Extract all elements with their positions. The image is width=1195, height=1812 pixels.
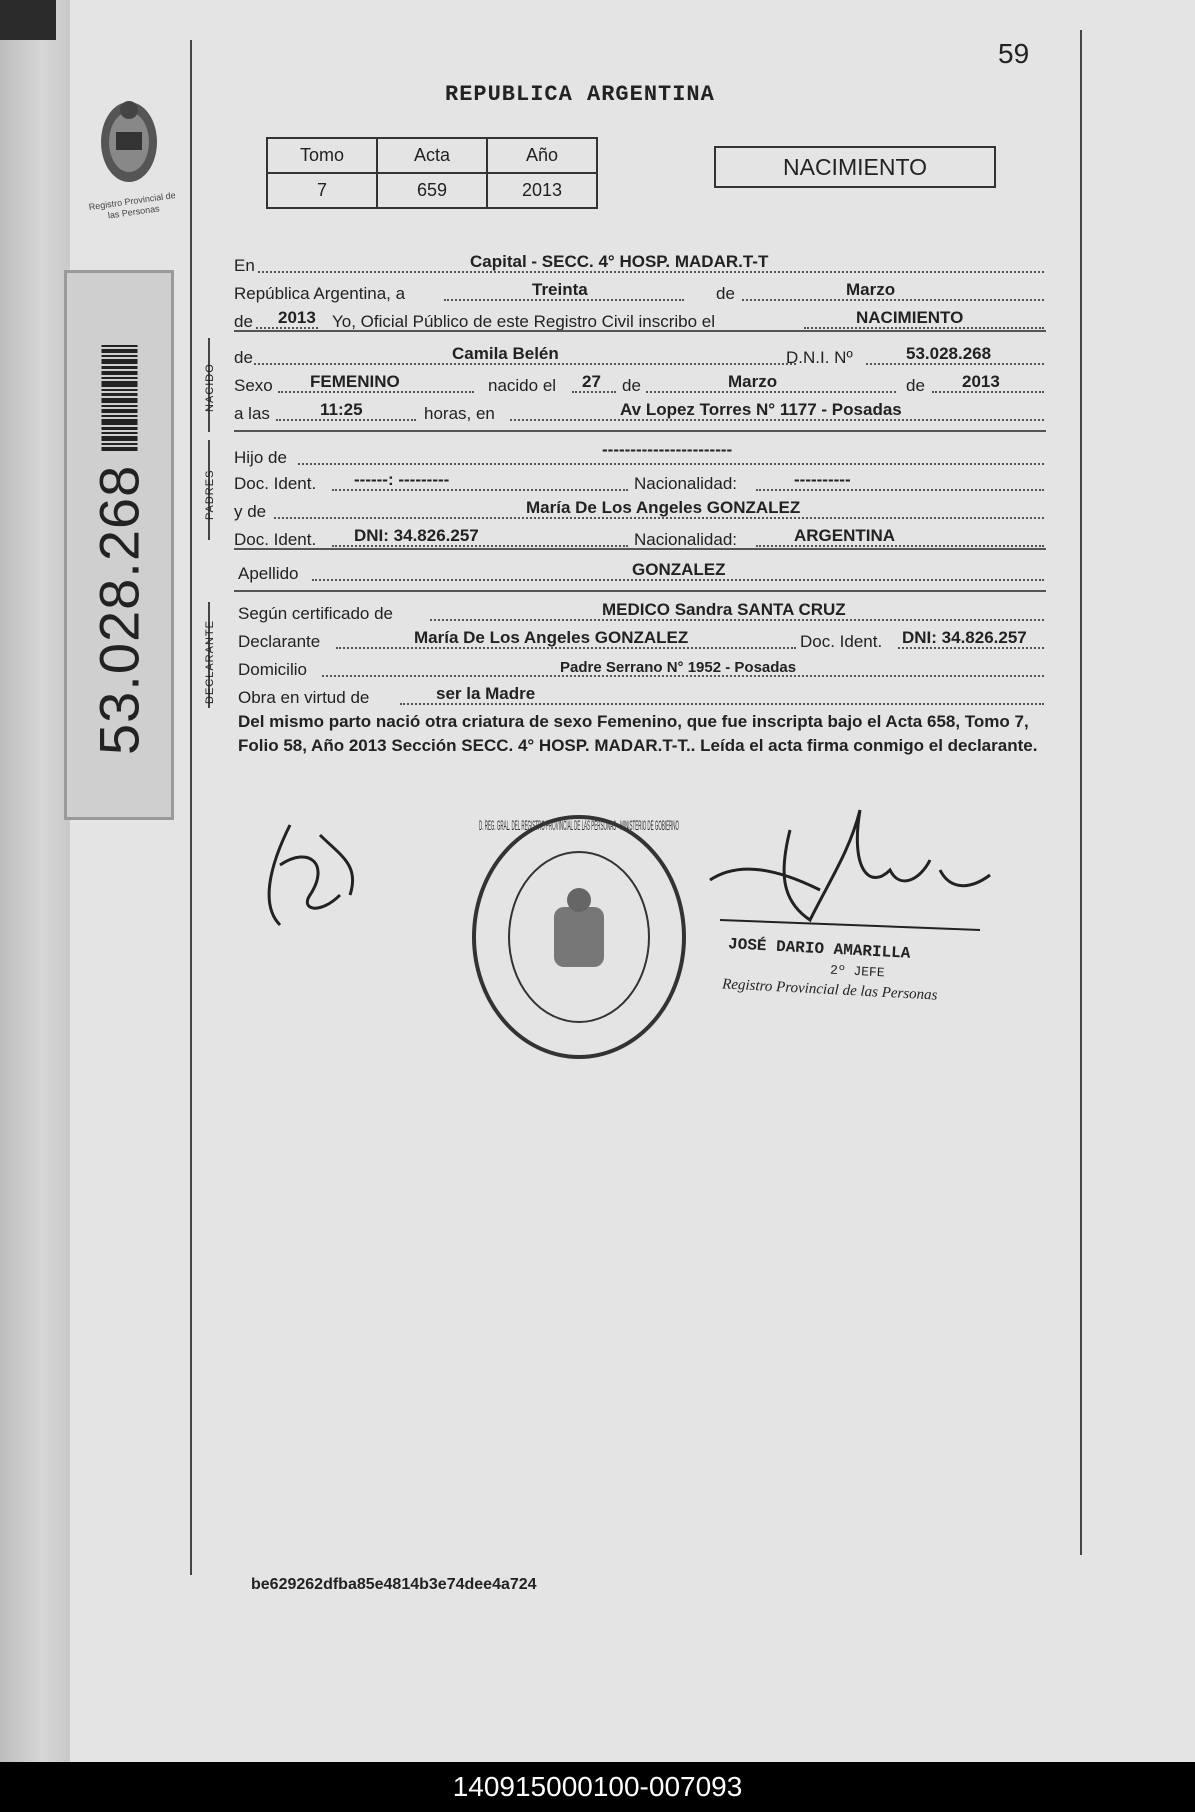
column-header-tomo: Tomo bbox=[267, 138, 377, 173]
official-stamp-icon bbox=[469, 812, 689, 1062]
cell-tomo: 7 bbox=[267, 173, 377, 208]
officer-registry: Registro Provincial de las Personas bbox=[721, 976, 938, 1004]
value-mother-doc: DNI: 34.826.257 bbox=[354, 526, 479, 545]
rule-surname-top bbox=[234, 548, 1046, 550]
section-label-declarante: DECLARANTE bbox=[204, 620, 216, 704]
row-time-place bbox=[234, 396, 1044, 424]
row-certificate bbox=[234, 596, 1044, 624]
registry-table bbox=[266, 137, 598, 209]
row-address bbox=[234, 652, 1044, 680]
label-a-las: a las bbox=[234, 404, 270, 423]
label-certificado: Según certificado de bbox=[238, 604, 393, 623]
label-en: En bbox=[234, 256, 255, 275]
page-title: REPUBLICA ARGENTINA bbox=[445, 82, 715, 107]
row-mother bbox=[234, 494, 1044, 522]
cell-anio: 2013 bbox=[487, 173, 597, 208]
column-header-anio: Año bbox=[487, 138, 597, 173]
value-father-doc: ------: --------- bbox=[354, 470, 450, 489]
row-surname bbox=[234, 556, 1044, 584]
label-declarante: Declarante bbox=[238, 632, 321, 651]
label-sexo: Sexo bbox=[234, 376, 273, 395]
frame-right-rule bbox=[1080, 30, 1082, 1555]
value-birth-year: 2013 bbox=[962, 372, 1000, 391]
row-father-doc bbox=[234, 466, 1044, 494]
document-hash: be629262dfba85e4814b3e74dee4a724 bbox=[251, 1576, 537, 1593]
row-declarant bbox=[234, 624, 1044, 652]
value-event: NACIMIENTO bbox=[856, 308, 964, 327]
value-year: 2013 bbox=[278, 308, 316, 327]
label-doc-father: Doc. Ident. bbox=[234, 474, 317, 493]
row-location bbox=[234, 248, 1044, 276]
rule-nacido-top bbox=[234, 330, 1046, 332]
label-nationality-father: Nacionalidad: bbox=[634, 474, 738, 493]
label-country-prefix: República Argentina, a bbox=[234, 284, 406, 303]
page-number: 59 bbox=[998, 38, 1030, 69]
id-number: 53.028.268 bbox=[87, 464, 151, 755]
value-certificate: MEDICO Sandra SANTA CRUZ bbox=[602, 600, 846, 619]
label-horas-en: horas, en bbox=[424, 404, 495, 423]
value-sex: FEMENINO bbox=[310, 372, 400, 391]
section-label-padres: PADRES bbox=[204, 469, 216, 520]
footer-id-bar: 140915000100-007093 bbox=[0, 1762, 1195, 1812]
registry-label: Registro Provincial de las Personas bbox=[88, 190, 177, 221]
label-dni: D.N.I. Nº bbox=[786, 348, 853, 367]
value-birth-month: Marzo bbox=[728, 372, 778, 391]
value-capacity: ser la Madre bbox=[436, 684, 536, 703]
label-de: de bbox=[716, 284, 735, 303]
value-born-dni: 53.028.268 bbox=[906, 344, 992, 363]
value-birth-day: 27 bbox=[582, 372, 601, 391]
registry-crest-icon bbox=[96, 92, 162, 202]
value-surname: GONZALEZ bbox=[632, 560, 726, 579]
barcode-icon bbox=[101, 345, 137, 451]
value-place: Av Lopez Torres N° 1177 - Posadas bbox=[620, 400, 902, 419]
row-sex bbox=[234, 368, 1044, 396]
label-de-month: de bbox=[622, 376, 641, 395]
row-mother-doc bbox=[234, 522, 1044, 550]
value-born-name: Camila Belén bbox=[452, 344, 559, 363]
record-type-box: NACIMIENTO bbox=[714, 146, 996, 188]
value-father-name: ----------------------- bbox=[602, 440, 733, 459]
label-obra: Obra en virtud de bbox=[238, 688, 370, 707]
label-apellido: Apellido bbox=[238, 564, 299, 583]
gutter-shadow bbox=[0, 0, 56, 40]
row-date bbox=[234, 276, 1044, 304]
id-barcode-label bbox=[64, 270, 174, 820]
label-nationality-mother: Nacionalidad: bbox=[634, 530, 738, 549]
stamp-text: D. REG. GRAL. DEL REGISTRO PROVINCIAL DE LAS PERSONAS · MINISTERIO DE GOBIERNO bbox=[479, 817, 680, 833]
row-statement bbox=[234, 304, 1044, 332]
section-label-nacido: NACIDO bbox=[204, 363, 216, 412]
label-doc-mother: Doc. Ident. bbox=[234, 530, 317, 549]
frame-left-rule bbox=[190, 40, 192, 1575]
value-day: Treinta bbox=[532, 280, 588, 299]
label-nacido-el: nacido el bbox=[488, 376, 557, 395]
statement-text: Yo, Oficial Público de este Registro Civil inscribo el bbox=[332, 312, 715, 331]
value-location: Capital - SECC. 4° HOSP. MADAR.T-T bbox=[470, 252, 769, 271]
label-de-birth-year: de bbox=[906, 376, 925, 395]
officer-role: 2º JEFE bbox=[829, 962, 885, 981]
declarant-signature-icon bbox=[250, 805, 390, 945]
note-paragraph: Del mismo parto nació otra criatura de sexo Femenino, que fue inscripta bajo el Acta 658, Tomo 7, Folio 58, Año 2013 Sección SECC. 4° HOSP. MADAR.T-T.. Leída el acta firma conmigo el declarante. bbox=[238, 712, 1038, 755]
label-de-year: de bbox=[234, 312, 253, 331]
value-mother-nationality: ARGENTINA bbox=[794, 526, 896, 545]
value-time: 11:25 bbox=[320, 400, 363, 419]
rule-declarante-top bbox=[234, 590, 1046, 592]
row-father bbox=[234, 440, 1044, 468]
column-header-acta: Acta bbox=[377, 138, 487, 173]
row-name bbox=[234, 340, 1044, 368]
value-declarant-name: María De Los Angeles GONZALEZ bbox=[414, 628, 689, 647]
book-gutter bbox=[0, 0, 70, 1762]
officer-name: JOSÉ DARIO AMARILLA bbox=[727, 935, 911, 963]
label-hijo-de: Hijo de bbox=[234, 448, 287, 467]
label-doc-declarant: Doc. Ident. bbox=[800, 632, 883, 651]
cell-acta: 659 bbox=[377, 173, 487, 208]
rule-padres-top bbox=[234, 430, 1046, 432]
label-domicilio: Domicilio bbox=[238, 660, 307, 679]
row-capacity bbox=[234, 680, 1044, 708]
value-address: Padre Serrano N° 1952 - Posadas bbox=[560, 659, 797, 676]
value-mother-name: María De Los Angeles GONZALEZ bbox=[526, 498, 801, 517]
value-father-nationality: ---------- bbox=[794, 470, 851, 489]
value-declarant-doc: DNI: 34.826.257 bbox=[902, 628, 1027, 647]
label-y-de: y de bbox=[234, 502, 267, 521]
label-de-name: de bbox=[234, 348, 253, 367]
value-month: Marzo bbox=[846, 280, 896, 299]
